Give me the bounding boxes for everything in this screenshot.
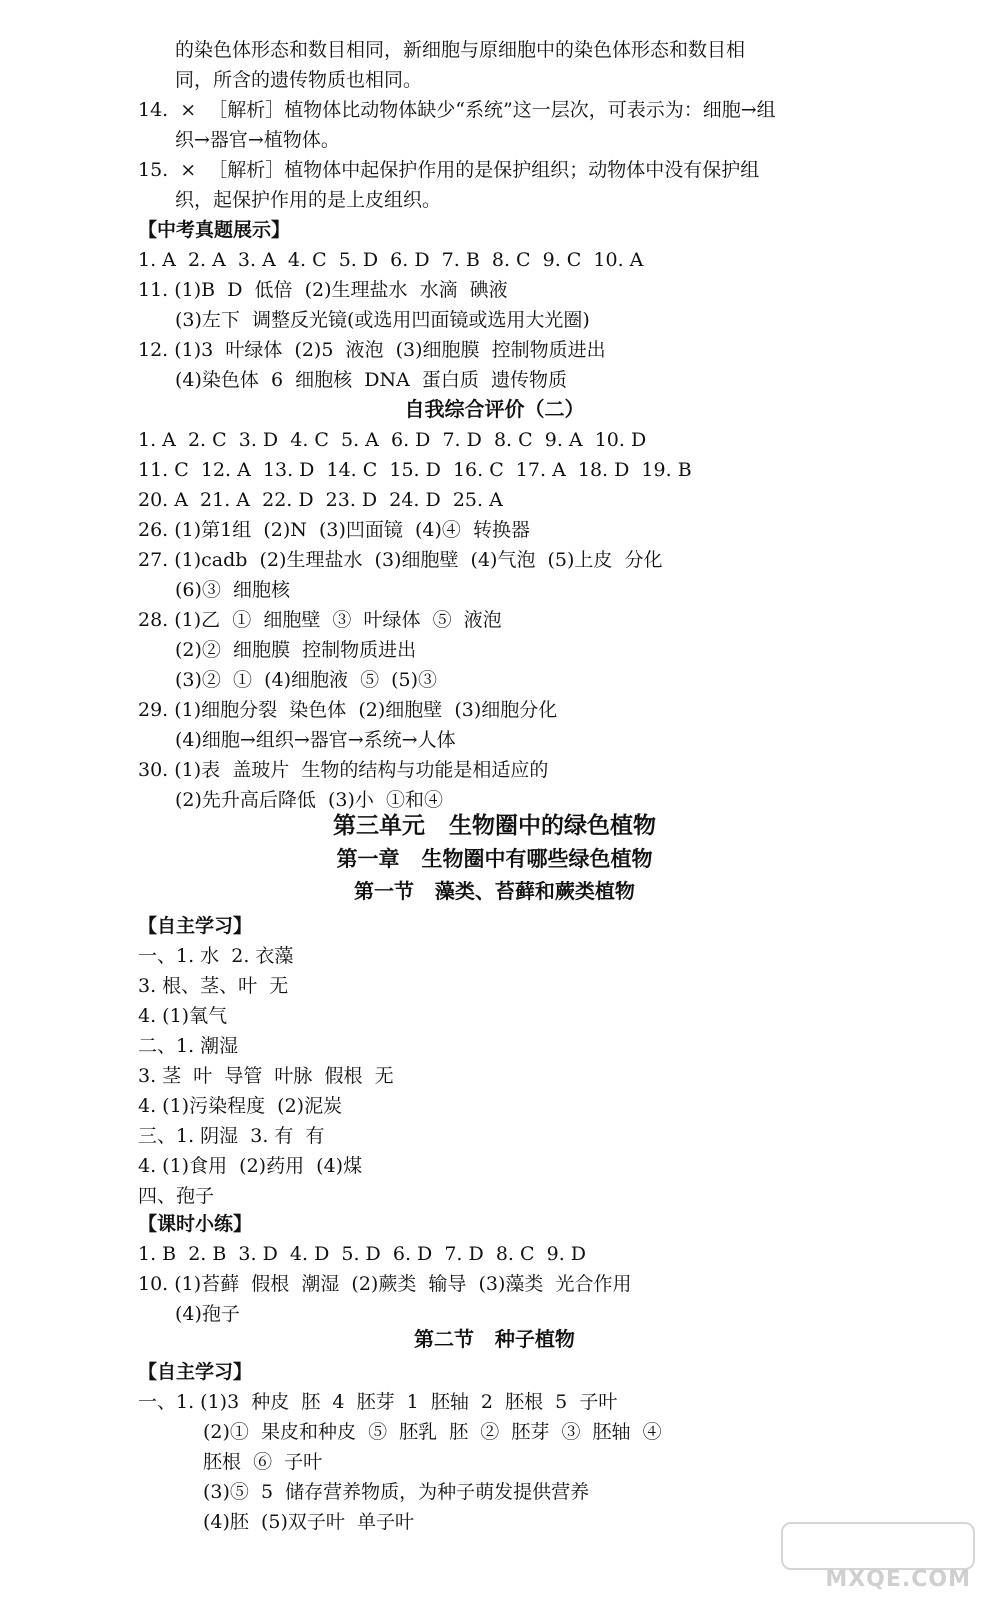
answer-line: (2)先升高后降低 (3)小 ①和④ [175, 789, 443, 811]
answer-line: 三、1. 阴湿 3. 有 有 [138, 1125, 325, 1147]
answer-line: (4)胚 (5)双子叶 单子叶 [203, 1511, 414, 1533]
answer-line: 织→器官→植物体。 [175, 129, 340, 151]
answer-line: (2)② 细胞膜 控制物质进出 [175, 639, 417, 661]
answer-line: 1. A 2. A 3. A 4. C 5. D 6. D 7. B 8. C 9. C 10. A [138, 249, 644, 271]
answer-line: (3)② ① (4)细胞液 ⑤ (5)③ [175, 669, 438, 691]
section-header: 【中考真题展示】 [138, 219, 291, 241]
answer-line: (4)细胞→组织→器官→系统→人体 [175, 729, 456, 751]
answer-line: 一、1. (1)3 种皮 胚 4 胚芽 1 胚轴 2 胚根 5 子叶 [138, 1391, 618, 1413]
answer-line: 3. 茎 叶 导管 叶脉 假根 无 [138, 1065, 394, 1087]
answer-line: 一、1. 水 2. 衣藻 [138, 945, 294, 967]
answer-line: 11. C 12. A 13. D 14. C 15. D 16. C 17. A 18. D 19. B [138, 459, 692, 481]
watermark-logo [781, 1522, 971, 1592]
answer-line: (3)左下 调整反光镜(或选用凹面镜或选用大光圈) [175, 309, 590, 331]
chapter-title: 第三单元 生物圈中的绿色植物 [332, 813, 657, 839]
answer-line: 四、孢子 [138, 1185, 215, 1207]
section-header: 【自主学习】 [138, 915, 253, 937]
answer-line: 10. (1)苔藓 假根 潮湿 (2)蕨类 输导 (3)藻类 光合作用 [138, 1273, 632, 1295]
answer-line: 的染色体形态和数目相同，新细胞与原细胞中的染色体形态和数目相 [175, 39, 746, 61]
answer-line: 28. (1)乙 ① 细胞壁 ③ 叶绿体 ⑤ 液泡 [138, 609, 502, 631]
chapter-title: 自我综合评价（二） [404, 397, 585, 421]
answer-line: 26. (1)第1组 (2)N (3)凹面镜 (4)④ 转换器 [138, 519, 530, 541]
section-header: 【课时小练】 [138, 1213, 253, 1235]
answer-line: 11. (1)B D 低倍 (2)生理盐水 水滴 碘液 [138, 279, 508, 301]
answer-line: 胚根 ⑥ 子叶 [203, 1451, 323, 1473]
answer-line: 15. × ［解析］植物体中起保护作用的是保护组织；动物体中没有保护组 [138, 159, 760, 181]
chapter-title: 第一节 藻类、苔藓和蕨类植物 [354, 879, 635, 903]
chapter-title: 第一章 生物圈中有哪些绿色植物 [336, 847, 653, 871]
answer-line: 同，所含的遗传物质也相同。 [175, 69, 423, 91]
answer-line: 4. (1)氧气 [138, 1005, 228, 1027]
answer-line: (4)染色体 6 细胞核 DNA 蛋白质 遗传物质 [175, 369, 567, 391]
answer-line: 1. B 2. B 3. D 4. D 5. D 6. D 7. D 8. C 9. D [138, 1243, 587, 1265]
answer-line: 30. (1)表 盖玻片 生物的结构与功能是相适应的 [138, 759, 549, 781]
answer-line: 4. (1)食用 (2)药用 (4)煤 [138, 1155, 363, 1177]
watermark-frame [781, 1522, 975, 1570]
answer-line: 3. 根、茎、叶 无 [138, 975, 289, 997]
answer-line: 1. A 2. C 3. D 4. C 5. A 6. D 7. D 8. C 9. A 10. D [138, 429, 647, 451]
answer-line: 织，起保护作用的是上皮组织。 [175, 189, 442, 211]
answer-line: 14. × ［解析］植物体比动物体缺少“系统”这一层次，可表示为：细胞→组 [138, 99, 776, 121]
answer-line: 27. (1)cadb (2)生理盐水 (3)细胞壁 (4)气泡 (5)上皮 分化 [138, 549, 663, 571]
answer-line: (6)③ 细胞核 [175, 579, 290, 601]
chapter-title: 第二节 种子植物 [414, 1327, 575, 1351]
answer-line: 20. A 21. A 22. D 23. D 24. D 25. A [138, 489, 503, 511]
answer-line: 二、1. 潮湿 [138, 1035, 239, 1057]
answer-line: 12. (1)3 叶绿体 (2)5 液泡 (3)细胞膜 控制物质进出 [138, 339, 606, 361]
watermark-text: MXQE.COM [825, 1567, 971, 1592]
section-header: 【自主学习】 [138, 1361, 253, 1383]
answer-line: (3)⑤ 5 储存营养物质，为种子萌发提供营养 [203, 1481, 590, 1503]
answer-line: (4)孢子 [175, 1303, 240, 1325]
answer-line: 29. (1)细胞分裂 染色体 (2)细胞壁 (3)细胞分化 [138, 699, 558, 721]
answer-line: (2)① 果皮和种皮 ⑤ 胚乳 胚 ② 胚芽 ③ 胚轴 ④ [203, 1421, 662, 1443]
answer-line: 4. (1)污染程度 (2)泥炭 [138, 1095, 343, 1117]
